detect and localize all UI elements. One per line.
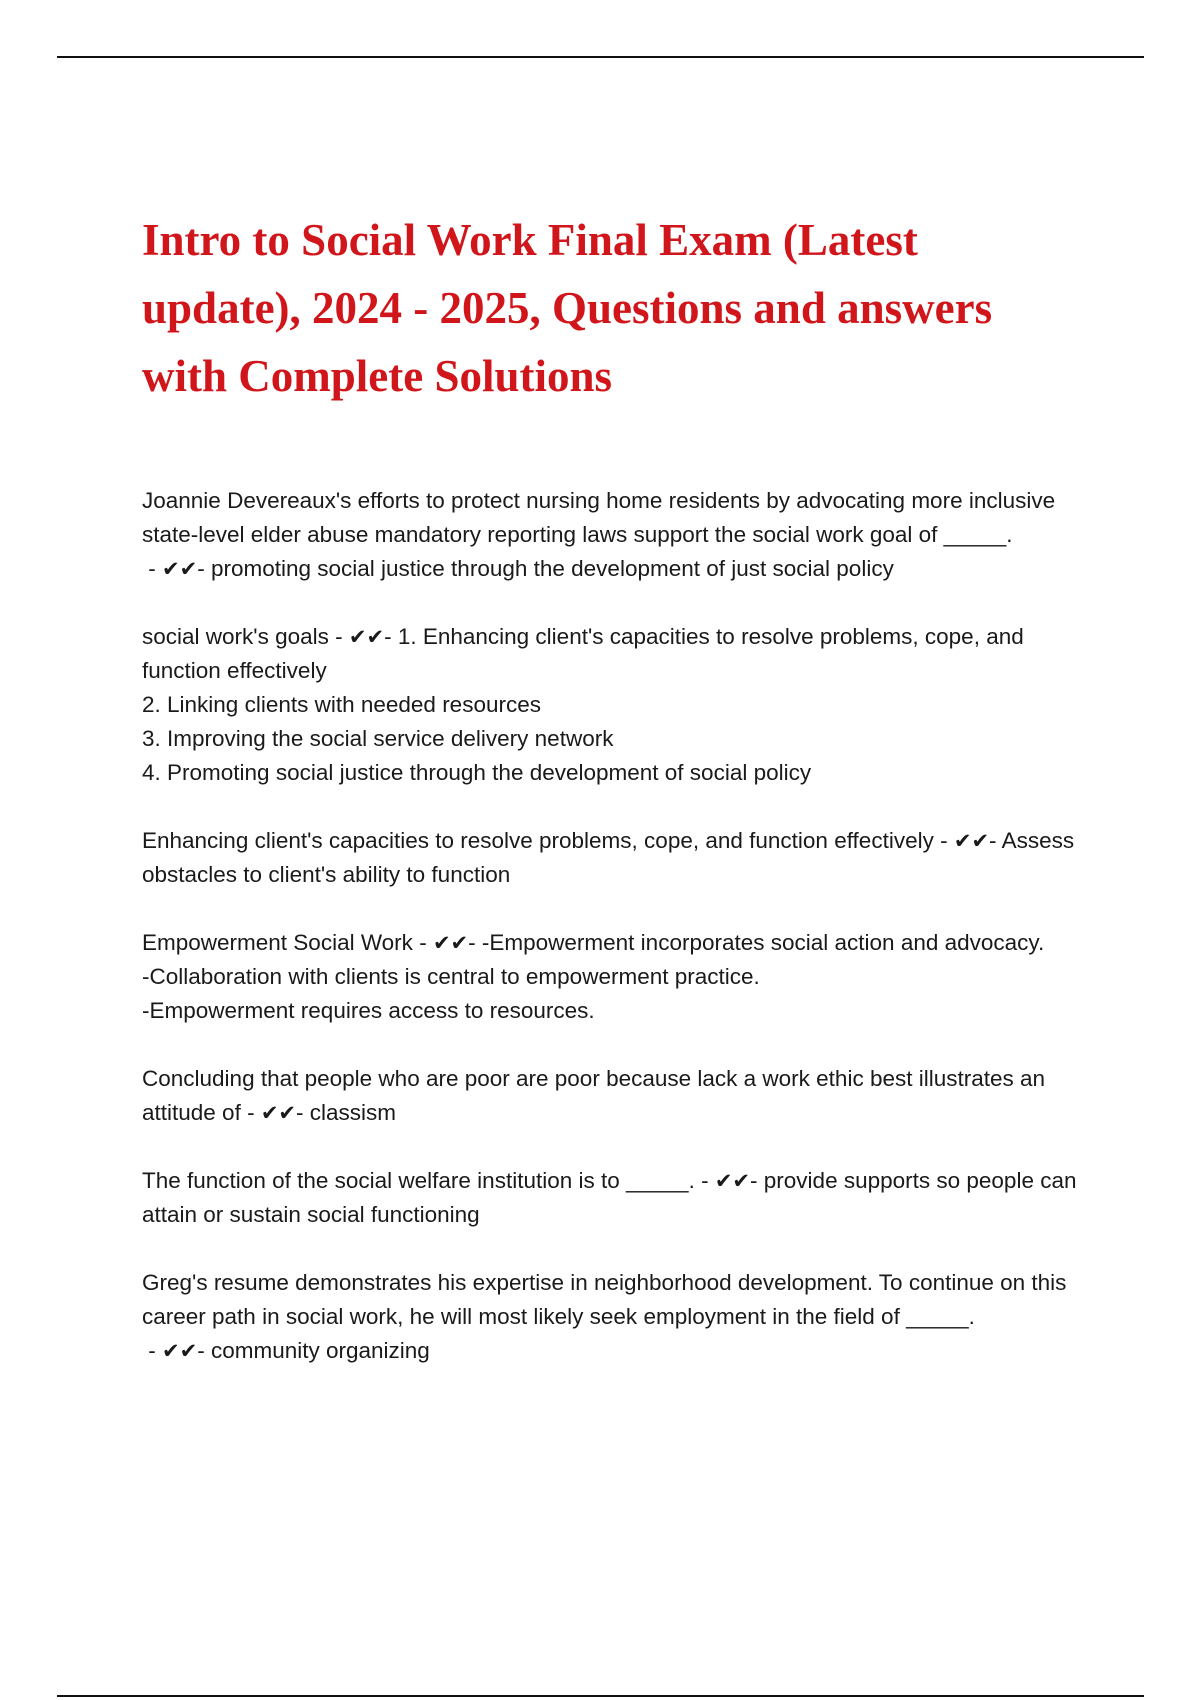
answer-text: classism xyxy=(309,1100,397,1125)
question-text: Joannie Devereaux's efforts to protect nursing home residents by advocating more inclusive state-level elder abuse mandatory reporting laws support the social work goal of _____. xyxy=(142,488,1056,547)
answer-text: -Empowerment incorporates social action and advocacy. -Collaboration with clients is central to empowerment practice. -Empowerment requires access to resources. xyxy=(142,930,1045,1023)
check-marks-icon: ✔✔ xyxy=(432,931,469,955)
question-text: Empowerment Social Work xyxy=(142,930,413,955)
question-text: social work's goals xyxy=(142,624,329,649)
check-marks-icon: ✔✔ xyxy=(162,557,198,581)
answer-text: provide supports so people can attain or sustain social functioning xyxy=(142,1168,1077,1227)
qa-list xyxy=(142,484,1082,1402)
top-rule xyxy=(57,56,1144,58)
answer-text: promoting social justice through the development of just social policy xyxy=(210,556,894,581)
question-text: Enhancing client's capacities to resolve problems, cope, and function effectively xyxy=(142,828,934,853)
check-marks-icon: ✔✔ xyxy=(162,1339,198,1363)
qa-item: Empowerment Social Work - ✔✔- -Empowerment incorporates social action and advocacy. -Collaboration with clients is central to empowerment practice. -Empowerment requires access to resources. xyxy=(142,930,1045,1023)
check-marks-icon: ✔✔ xyxy=(714,1169,751,1193)
check-marks-icon: ✔✔ xyxy=(953,829,990,853)
qa-item: Greg's resume demonstrates his expertise in neighborhood development. To continue on this career path in social work, he will most likely seek employment in the field of _____. - ✔✔- community organizing xyxy=(142,1270,1067,1363)
question-text: Greg's resume demonstrates his expertise in neighborhood development. To continue on this career path in social work, he will most likely seek employment in the field of _____. xyxy=(142,1270,1067,1329)
qa-item: social work's goals - ✔✔- 1. Enhancing client's capacities to resolve problems, cope, and function effectively 2. Linking clients with needed resources 3. Improving the social service delivery network 4. Promoting social justice through the development of social policy xyxy=(142,624,1024,785)
qa-item: Concluding that people who are poor are poor because lack a work ethic best illustrates an attitude of - ✔✔- classism xyxy=(142,1066,1046,1125)
question-text: The function of the social welfare institution is to _____. xyxy=(142,1168,695,1193)
check-marks-icon: ✔✔ xyxy=(260,1101,297,1125)
document-title: Intro to Social Work Final Exam (Latest update), 2024 - 2025, Questions and answers with Complete Solutions xyxy=(142,215,993,401)
qa-item: Joannie Devereaux's efforts to protect nursing home residents by advocating more inclusive state-level elder abuse mandatory reporting laws support the social work goal of _____. - ✔✔- promoting social justice through the development of just social policy xyxy=(142,488,1056,581)
answer-text: Assess obstacles to client's ability to function xyxy=(142,828,1075,887)
qa-item: Enhancing client's capacities to resolve problems, cope, and function effectively - ✔✔- Assess obstacles to client's ability to function xyxy=(142,828,1075,887)
answer-text: 1. Enhancing client's capacities to resolve problems, cope, and function effectively 2. Linking clients with needed resources 3. Improving the social service delivery network 4. Promoting social justice through the development of social policy xyxy=(142,624,1024,785)
check-marks-icon: ✔✔ xyxy=(348,625,385,649)
bottom-rule xyxy=(57,1695,1144,1697)
answer-text: community organizing xyxy=(210,1338,430,1363)
question-text: Concluding that people who are poor are poor because lack a work ethic best illustrates an attitude of xyxy=(142,1066,1046,1125)
qa-item: The function of the social welfare institution is to _____. - ✔✔- provide supports so people can attain or sustain social functioning xyxy=(142,1168,1077,1227)
